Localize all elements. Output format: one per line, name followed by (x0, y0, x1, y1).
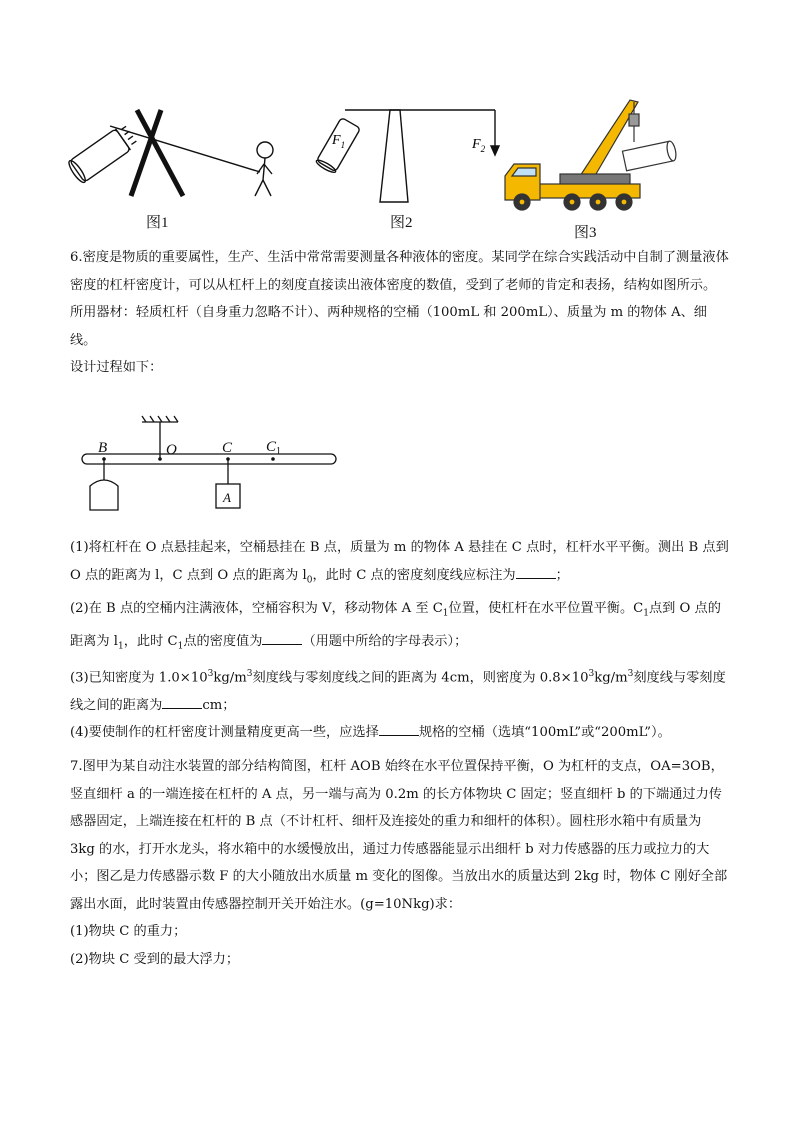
question-6-steps (70, 534, 730, 747)
f1-label: $F_1$ (332, 133, 346, 150)
figure-3 (500, 96, 680, 221)
q7-body: 7.图甲为某自动注水装置的部分结构简图，杠杆 AOB 始终在水平位置保持平衡，O 为杠杆的支点，OA=3OB，竖直细杆 a 的一端连接在杠杆的 A 点，另一端与高为 0.2m 的长方体物块 C 固定；竖直细杆 b 的下端通过力传感器固定，上端连接在杠杆的 B 点（不计杠杆、细杆及连接处的重力和细杆的体积）。圆柱形水箱中有质量为 3kg 的水，打开水龙头，将水箱中的水缓慢放出，通过力传感器能显示出细杆 b 对力传感器的压力或拉力的大小；图乙是力传感器示数 F 的大小随放出水质量 m 变化的图像。当放出水的质量达到 2kg 时，物体 C 刚好全部露出水面，此时装置由传感器控制开关开始注水。(g=10Nkg)求： (70, 759, 728, 912)
answer-blank-3[interactable] (162, 696, 202, 709)
answer-blank-4[interactable] (379, 723, 419, 736)
question-6-intro (70, 244, 730, 382)
lever-diagram (70, 412, 350, 522)
lever-label-o: O (166, 442, 177, 458)
lever-label-a: A (223, 490, 231, 505)
question-7 (70, 753, 730, 973)
q6-step-3: (3)已知密度为 $1.0\times 10^3kg/m^3$刻度线与零刻度线之间的距离为 4cm，则密度为 $0.8\times 10^3kg/m^3$刻度线与零刻度线之间的距离为 cm； (70, 668, 726, 713)
q7-part-2: (2)物块 C 受到的最大浮力； (70, 951, 240, 967)
figure-1 (65, 100, 295, 210)
figure-2-caption: 图2 (390, 215, 413, 231)
lever-label-b: B (98, 440, 108, 456)
figure-1-caption: 图1 (146, 215, 169, 231)
q6-materials: 所用器材：轻质杠杆（自身重力忽略不计）、两种规格的空桶（100mL 和 200mL）、质量为 m 的物体 A、细线。 (70, 305, 707, 348)
f2-label: $F_2$ (472, 137, 486, 154)
q6-step-4: (4)要使制作的杠杆密度计测量精度更高一些，应选择 规格的空桶（选填“100mL”或“200mL”）。 (70, 725, 671, 741)
q6-process: 设计过程如下： (70, 360, 163, 375)
q6-intro: 6.密度是物质的重要属性，生产、生活中常常需要测量各种液体的密度。某同学在综合实践活动中自制了测量液体密度的杠杆密度计，可以从杠杆上的刻度直接读出液体密度的数值，受到了老师的肯定和表扬，结构如图所示。 (70, 250, 729, 293)
figure-2 (300, 100, 510, 210)
q6-step-1: (1)将杠杆在 O 点悬挂起来，空桶悬挂在 B 点，质量为 m 的物体 A 悬挂在 C 点时，杠杆水平平衡。测出 B 点到 O 点的距离为 l，C 点到 O 点的距离为 $l_0$，此时 C 点的密度刻度线应标注为 ； (70, 540, 729, 586)
answer-blank-1[interactable] (516, 566, 556, 579)
lever-label-c1: $C_1$ (266, 439, 282, 457)
q6-step-2: (2)在 B 点的空桶内注满液体，空桶容积为 V，移动物体 A 至 $C_1$位置，使杠杆在水平位置平衡。$C_1$点到 O 点的距离为 $l_1$，此时 $C_1$点的密度值为 （用题中所给的字母表示）； (70, 600, 721, 652)
answer-blank-2[interactable] (262, 632, 302, 645)
q7-part-1: (1)物块 C 的重力； (70, 924, 187, 939)
figure-3-caption: 图3 (574, 225, 597, 241)
lever-label-c: C (222, 440, 233, 456)
